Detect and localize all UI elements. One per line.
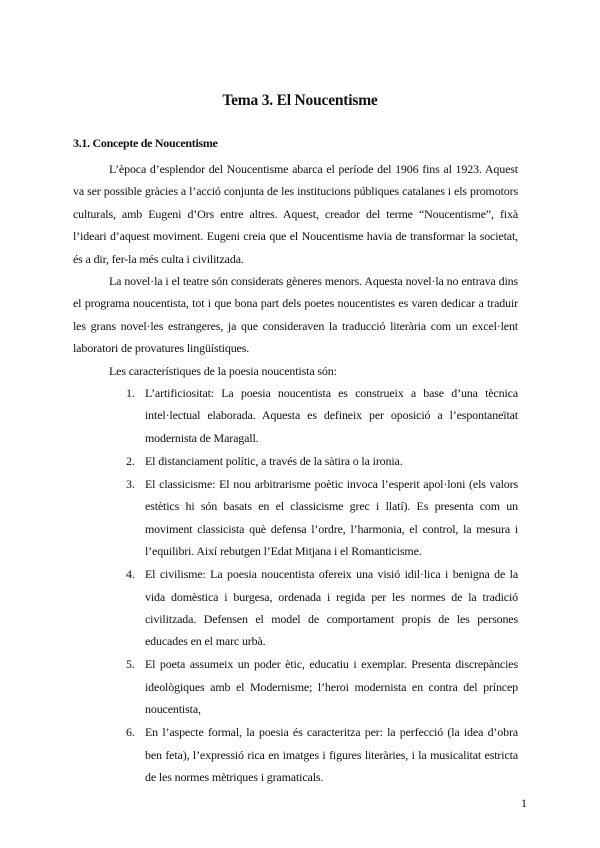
section-heading: 3.1. Concepte de Noucentisme bbox=[73, 136, 218, 150]
list-item bbox=[73, 721, 518, 788]
document-body bbox=[73, 158, 518, 789]
list-intro: Les característiques de la poesia noucentista són: bbox=[109, 363, 337, 378]
list-item-number: 5. bbox=[126, 657, 135, 672]
list-item bbox=[73, 563, 518, 653]
list-item bbox=[73, 473, 518, 563]
list-item-text: El poeta assumeix un poder ètic, educatiu i exemplar. Presenta discrepàncies ideològiques amb el Modernisme; l’heroi modernista en contra del príncep noucentista, bbox=[145, 657, 518, 717]
list-item-number: 2. bbox=[126, 453, 135, 468]
page-number: 1 bbox=[521, 796, 527, 810]
characteristics-list bbox=[73, 382, 518, 788]
paragraph-2: La novel·la i el teatre són considerats gèneres menors. Aquesta novel·la no entrava dins el programa noucentista, tot i que bona part dels poetes noucentistes es varen dedicar a traduir les grans novel·les estrangeres, ja que consideraven la traducció literària com un excel·lent laboratori de provatures lingüístiques. bbox=[73, 274, 518, 356]
list-item-text: En l’aspecte formal, la poesia és caracteritza per: la perfecció (la idea d’obra ben feta), l’expressió rica en imatges i figures literàries, i la musicalitat estricta de les normes mètriques i gramaticals. bbox=[145, 725, 518, 784]
list-item-number: 1. bbox=[126, 386, 135, 401]
list-item-number: 4. bbox=[126, 567, 135, 582]
list-item bbox=[73, 450, 518, 472]
page-title: Tema 3. El Noucentisme bbox=[222, 92, 378, 109]
list-item-text: El classicisme: El nou arbitrarisme poètic invoca l’esperit apol·loni (els valors estètics hi són basats en el classicisme grec i llatí). Es presenta com un moviment classicista què defensa l’ordre, l’harmonia, el control, la mesura i l’equilibri. Així rebutgen l’Edat Mitjana i el Romanticisme. bbox=[145, 476, 518, 559]
list-item-text: El civilisme: La poesia noucentista ofereix una visió idil·lica i benigna de la vida domèstica i burgesa, ordenada i regida per les normes de la tradició civilitzada. Defensen el model de comportament propis de les persones educades en el marc urbà. bbox=[145, 567, 518, 649]
list-item bbox=[73, 653, 518, 720]
list-item-text: L’artificiositat: La poesia noucentista es construeix a base d’una tècnica intel·lectual elaborada. Aquesta es defineix per oposició a l’espontaneïtat modernista de Maragall. bbox=[145, 386, 518, 445]
list-item-number: 6. bbox=[126, 725, 135, 740]
list-item-text: El distanciament polític, a través de la sàtira o la ironia. bbox=[145, 453, 403, 468]
list-item bbox=[73, 382, 518, 449]
list-item-number: 3. bbox=[126, 476, 135, 491]
paragraph-1: L’època d’esplendor del Noucentisme abarca el període del 1906 fins al 1923. Aquest va ser possible gràcies a l’acció conjunta de les institucions públiques catalanes i els promotors culturals, amb Eugeni d’Ors entre altres. Aquest, creador del terme “Noucentisme”, fixà l’ideari d’aquest moviment. Eugeni creia que el Noucentisme havia de transformar la societat, és a dir, fer-la més culta i civilitzada. bbox=[73, 162, 518, 266]
